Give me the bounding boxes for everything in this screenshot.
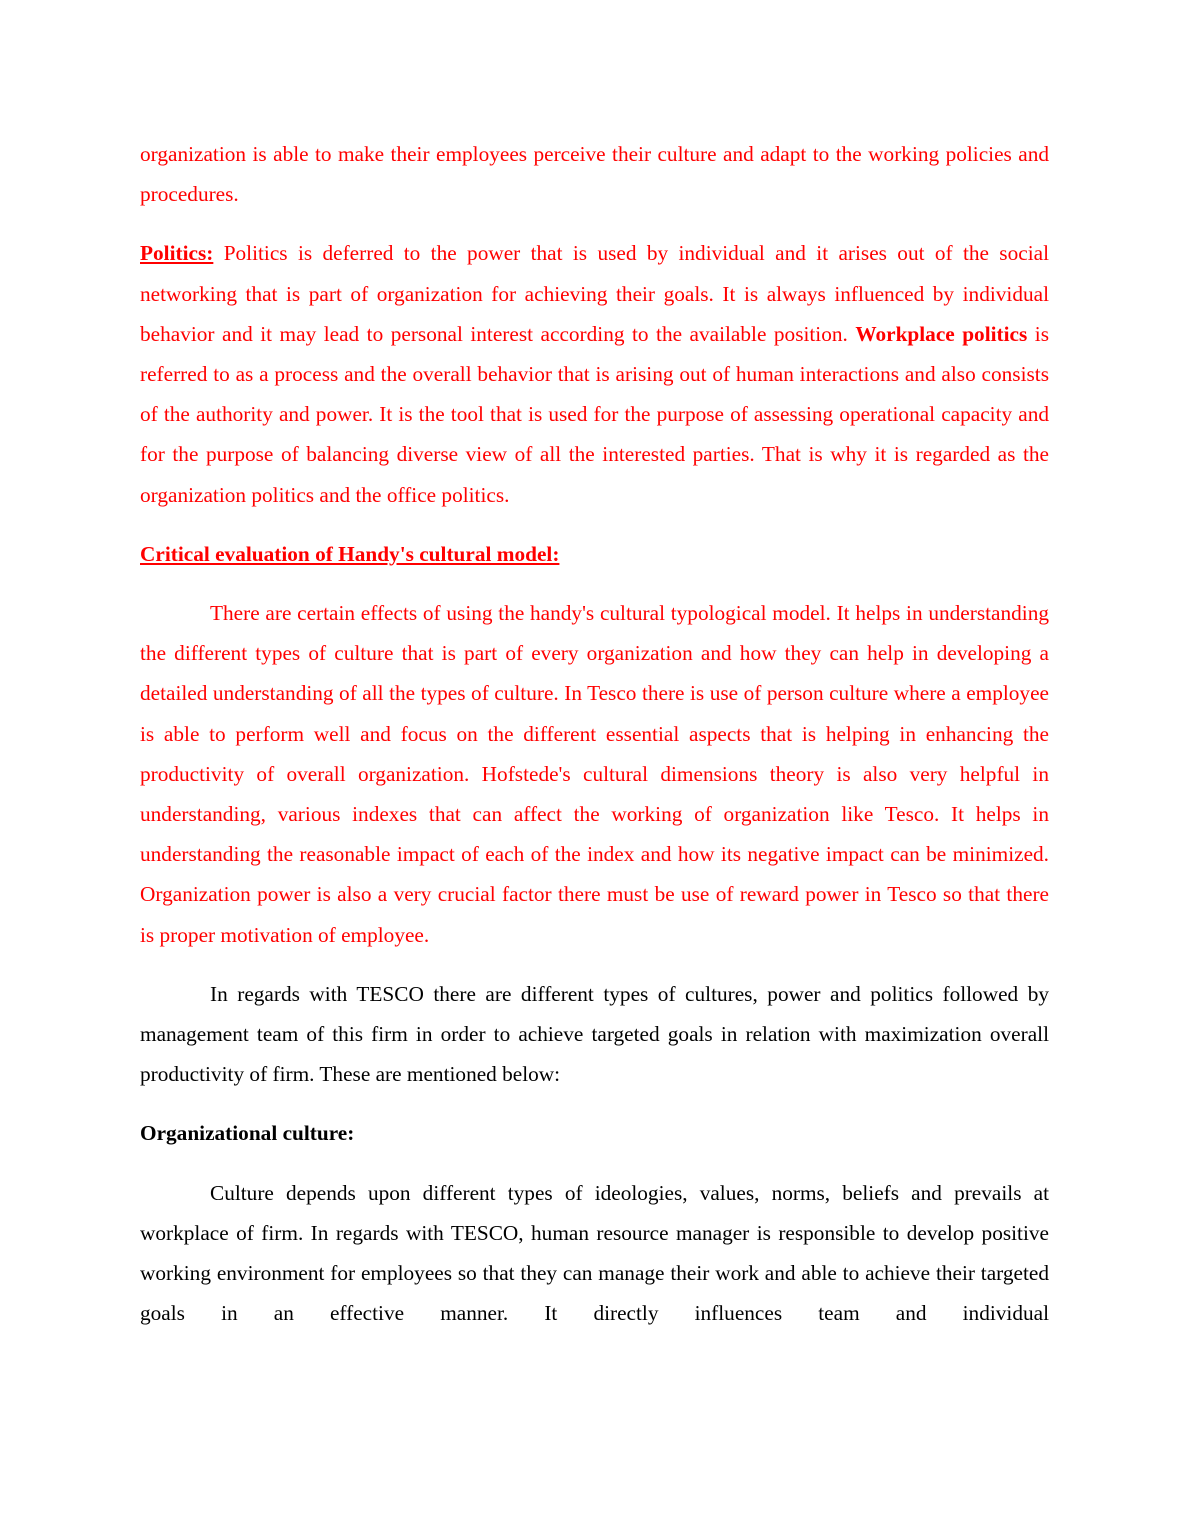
paragraph-handy-evaluation: There are certain effects of using the handy's cultural typological model. It helps in understanding the different types of culture that is part of every organization and how they can help in developing a detailed understanding of all the types of culture. In Tesco there is use of person culture where a employee is able to perform well and focus on the different essential aspects that is helping in enhancing the productivity of overall organization. Hofstede's cultural dimensions theory is also very helpful in understanding, various indexes that can affect the working of organization like Tesco. It helps in understanding the reasonable impact of each of the index and how its negative impact can be minimized. Organization power is also a very crucial factor there must be use of reward power in Tesco so that there is proper motivation of employee. — [140, 601, 1049, 947]
workplace-politics-term: Workplace politics — [855, 321, 1028, 346]
paragraph-politics — [140, 233, 1049, 514]
politics-text-2: is referred to as a process and the overall behavior that is arising out of human interactions and also consists of the authority and power. It is the tool that is used for the purpose of assessing operational capacity and for the purpose of balancing diverse view of all the interested parties. That is why it is regarded as the organization politics and the office politics. — [140, 321, 1049, 507]
heading-handy-evaluation: Critical evaluation of Handy's cultural model: — [140, 541, 560, 566]
politics-label: Politics: — [140, 241, 214, 266]
paragraph-culture-continuation: organization is able to make their employees perceive their culture and adapt to the working policies and procedures. — [140, 142, 1049, 207]
paragraph-tesco-overview: In regards with TESCO there are different types of cultures, power and politics followed by management team of this firm in order to achieve targeted goals in relation with maximization overall productivity of firm. These are mentioned below: — [140, 981, 1049, 1087]
politics-text-1: Politics is deferred to the power that is used by individual and it arises out of the social networking that is part of organization for achieving their goals. It is always influenced by individual behavior and it may lead to personal interest according to the available position. — [140, 241, 1049, 346]
document-page — [140, 134, 1049, 1352]
heading-organizational-culture: Organizational culture: — [140, 1121, 355, 1146]
paragraph-organizational-culture: Culture depends upon different types of ideologies, values, norms, beliefs and prevails at workplace of firm. In regards with TESCO, human resource manager is responsible to develop positive working environment for employees so that they can manage their work and able to achieve their targeted goals in an effective manner. It directly influences team and individual — [140, 1180, 1049, 1326]
